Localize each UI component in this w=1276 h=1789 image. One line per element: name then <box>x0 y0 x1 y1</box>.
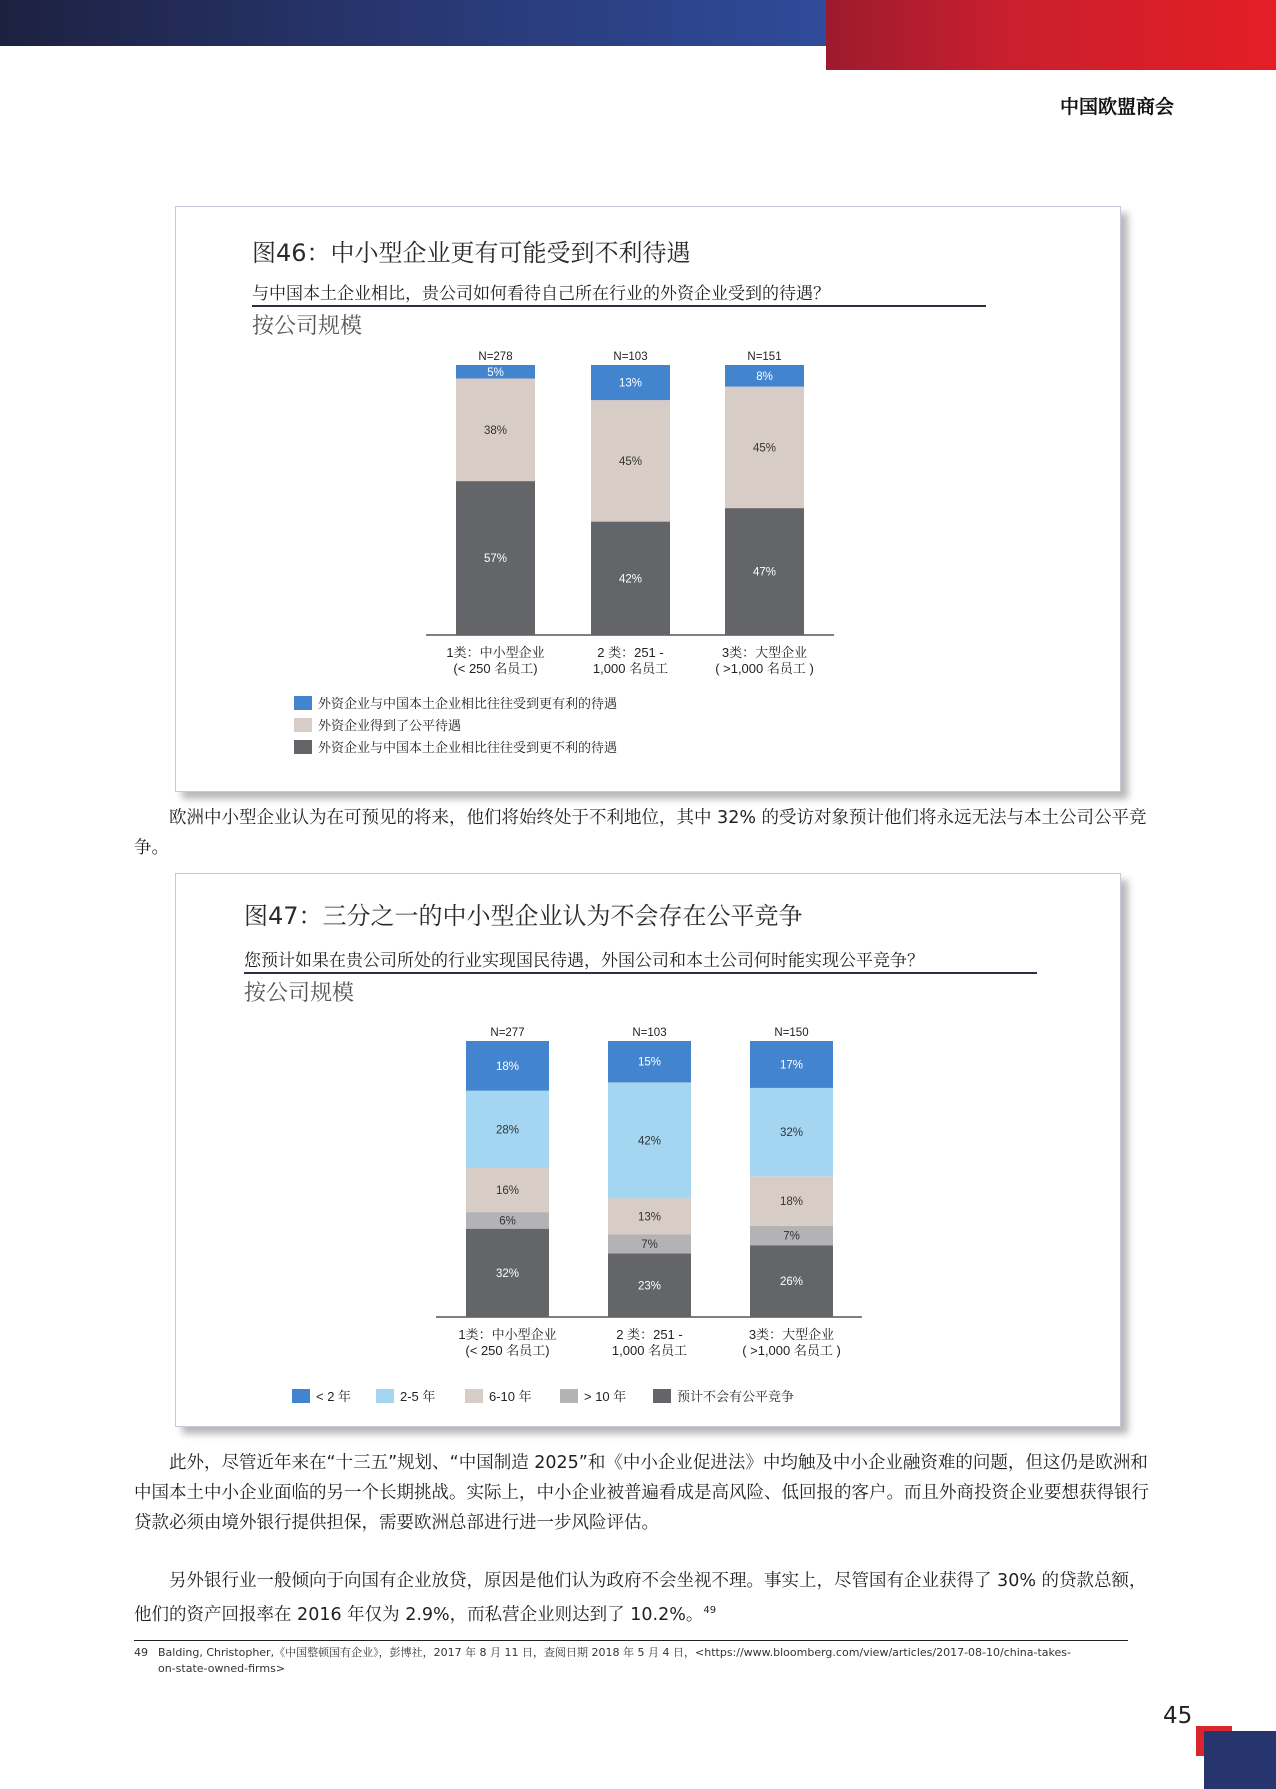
n-label: N=278 <box>478 351 513 363</box>
figure-47-title: 图47：三分之一的中小型企业认为不会存在公平竞争 <box>244 902 803 930</box>
category-label: 1类：中小型企业 <box>458 1327 557 1342</box>
category-label: (< 250 名员工) <box>453 661 538 676</box>
figure-46-question: 与中国本土企业相比，贵公司如何看待自己所在行业的外资企业受到的待遇？ <box>252 279 986 307</box>
footnote-line-1 <box>134 1645 1134 1661</box>
header-band-blue <box>0 0 826 46</box>
category-label: 3类：大型企业 <box>721 645 808 660</box>
category-label: (< 250 名员工) <box>465 1343 550 1358</box>
figure-46-title: 图46：中小型企业更有可能受到不利待遇 <box>252 239 691 267</box>
legend-swatch <box>292 1389 310 1403</box>
legend-swatch <box>376 1389 394 1403</box>
category-label: 1,000 名员工 <box>611 1343 688 1358</box>
legend-swatch <box>294 740 312 754</box>
data-label: 16% <box>495 1185 520 1198</box>
category-label: ( >1,000 名员工 ) <box>715 661 814 676</box>
data-label: 32% <box>495 1267 520 1280</box>
n-label: N=103 <box>613 351 648 363</box>
legend-label: 6-10 年 <box>489 1389 532 1404</box>
category-label: 1,000 名员工 <box>592 661 669 676</box>
figure-47-chart <box>176 874 1120 1426</box>
data-label: 15% <box>637 1056 662 1069</box>
data-label: 57% <box>483 553 508 566</box>
legend-label: 2-5 年 <box>400 1389 436 1404</box>
figure-46-subtitle: 按公司规模 <box>252 314 363 339</box>
paragraph-3 <box>134 1566 1164 1630</box>
n-label: N=277 <box>490 1027 525 1039</box>
data-label: 26% <box>779 1276 804 1289</box>
legend-swatch <box>465 1389 483 1403</box>
data-label: 32% <box>779 1127 804 1140</box>
category-label: 2 类：251 - <box>616 1327 683 1342</box>
category-label: 2 类：251 - <box>597 645 664 660</box>
legend-swatch <box>653 1389 671 1403</box>
legend-label: 外资企业与中国本土企业相比往往受到更有利的待遇 <box>318 696 618 711</box>
data-label: 18% <box>495 1060 520 1073</box>
paragraph-1 <box>134 803 1164 863</box>
data-label: 13% <box>637 1211 662 1224</box>
footer-corner-blue <box>1204 1731 1276 1789</box>
n-label: N=151 <box>747 351 782 363</box>
page-number: 45 <box>1163 1703 1193 1729</box>
paragraph-3-body: 另外银行业一般倾向于向国有企业放贷，原因是他们认为政府不会坐视不理。事实上，尽管国有企业获得了 30% 的贷款总额，他们的资产回报率在 2016 年仅为 2.9%，而私营企业则达到了 10.2%。 <box>134 1571 1147 1625</box>
paragraph-1-text: 欧洲中小型企业认为在可预见的将来，他们将始终处于不利地位，其中 32% 的受访对象预计他们将永远无法与本土公司公平竞争。 <box>134 808 1147 858</box>
figure-47-subtitle: 按公司规模 <box>244 981 355 1006</box>
paragraph-2-text: 此外，尽管近年来在“十三五”规划、“中国制造 2025”和《中小企业促进法》中均触及中小企业融资难的问题，但这仍是欧洲和中国本土中小企业面临的另一个长期挑战。实际上，中小企业被普遍看成是高风险、低回报的客户。而且外商投资企业要想获得银行贷款必须由境外银行提供担保，需要欧洲总部进行进一步风险评估。 <box>134 1453 1149 1533</box>
data-label: 47% <box>752 566 777 579</box>
category-label: 3类：大型企业 <box>748 1327 835 1342</box>
legend-label: > 10 年 <box>584 1389 627 1404</box>
footnote-number: 49 <box>134 1646 148 1659</box>
data-label: 38% <box>483 424 508 437</box>
legend-swatch <box>560 1389 578 1403</box>
legend-label: 外资企业得到了公平待遇 <box>318 718 462 733</box>
legend-label: 预计不会有公平竞争 <box>677 1389 795 1404</box>
data-label: 17% <box>779 1059 804 1072</box>
legend-swatch <box>294 696 312 710</box>
figure-46-chart <box>176 207 1120 791</box>
n-label: N=103 <box>632 1027 667 1039</box>
footnote-text-1: Balding, Christopher,《中国整顿国有企业》，彭博社，2017 年 8 月 11 日，查阅日期 2018 年 5 月 4 日，<https://www.bloomberg.com/view/articles/2017-08-10/china-takes- <box>158 1646 1071 1659</box>
header-band-red <box>826 0 1276 70</box>
footnote-line-2: on-state-owned-firms> <box>158 1662 286 1675</box>
legend-label: 外资企业与中国本土企业相比往往受到更不利的待遇 <box>318 740 618 755</box>
legend-label: < 2 年 <box>316 1389 352 1404</box>
footnote <box>134 1645 1134 1677</box>
category-label: ( >1,000 名员工 ) <box>742 1343 841 1358</box>
figure-46-box <box>175 206 1121 792</box>
data-label: 18% <box>779 1196 804 1209</box>
footnote-reference: 49 <box>703 1605 717 1616</box>
data-label: 42% <box>618 573 643 586</box>
data-label: 7% <box>783 1230 800 1243</box>
paragraph-2 <box>134 1448 1164 1538</box>
data-label: 6% <box>499 1215 516 1228</box>
n-label: N=150 <box>774 1027 809 1039</box>
data-label: 45% <box>618 455 643 468</box>
data-label: 42% <box>637 1135 662 1148</box>
figure-47-question: 您预计如果在贵公司所处的行业实现国民待遇，外国公司和本土公司何时能实现公平竞争？ <box>244 946 1037 974</box>
data-label: 13% <box>618 377 643 390</box>
data-label: 28% <box>495 1124 520 1137</box>
data-label: 7% <box>641 1238 658 1251</box>
organization-name: 中国欧盟商会 <box>1059 96 1174 118</box>
category-label: 1类：中小型企业 <box>446 645 545 660</box>
data-label: 45% <box>752 442 777 455</box>
figure-47-box <box>175 873 1121 1427</box>
footnote-rule <box>134 1640 1128 1641</box>
paragraph-3-text <box>134 1566 1164 1630</box>
legend-swatch <box>294 718 312 732</box>
data-label: 23% <box>637 1280 662 1293</box>
data-label: 8% <box>756 370 773 383</box>
data-label: 5% <box>487 366 504 379</box>
